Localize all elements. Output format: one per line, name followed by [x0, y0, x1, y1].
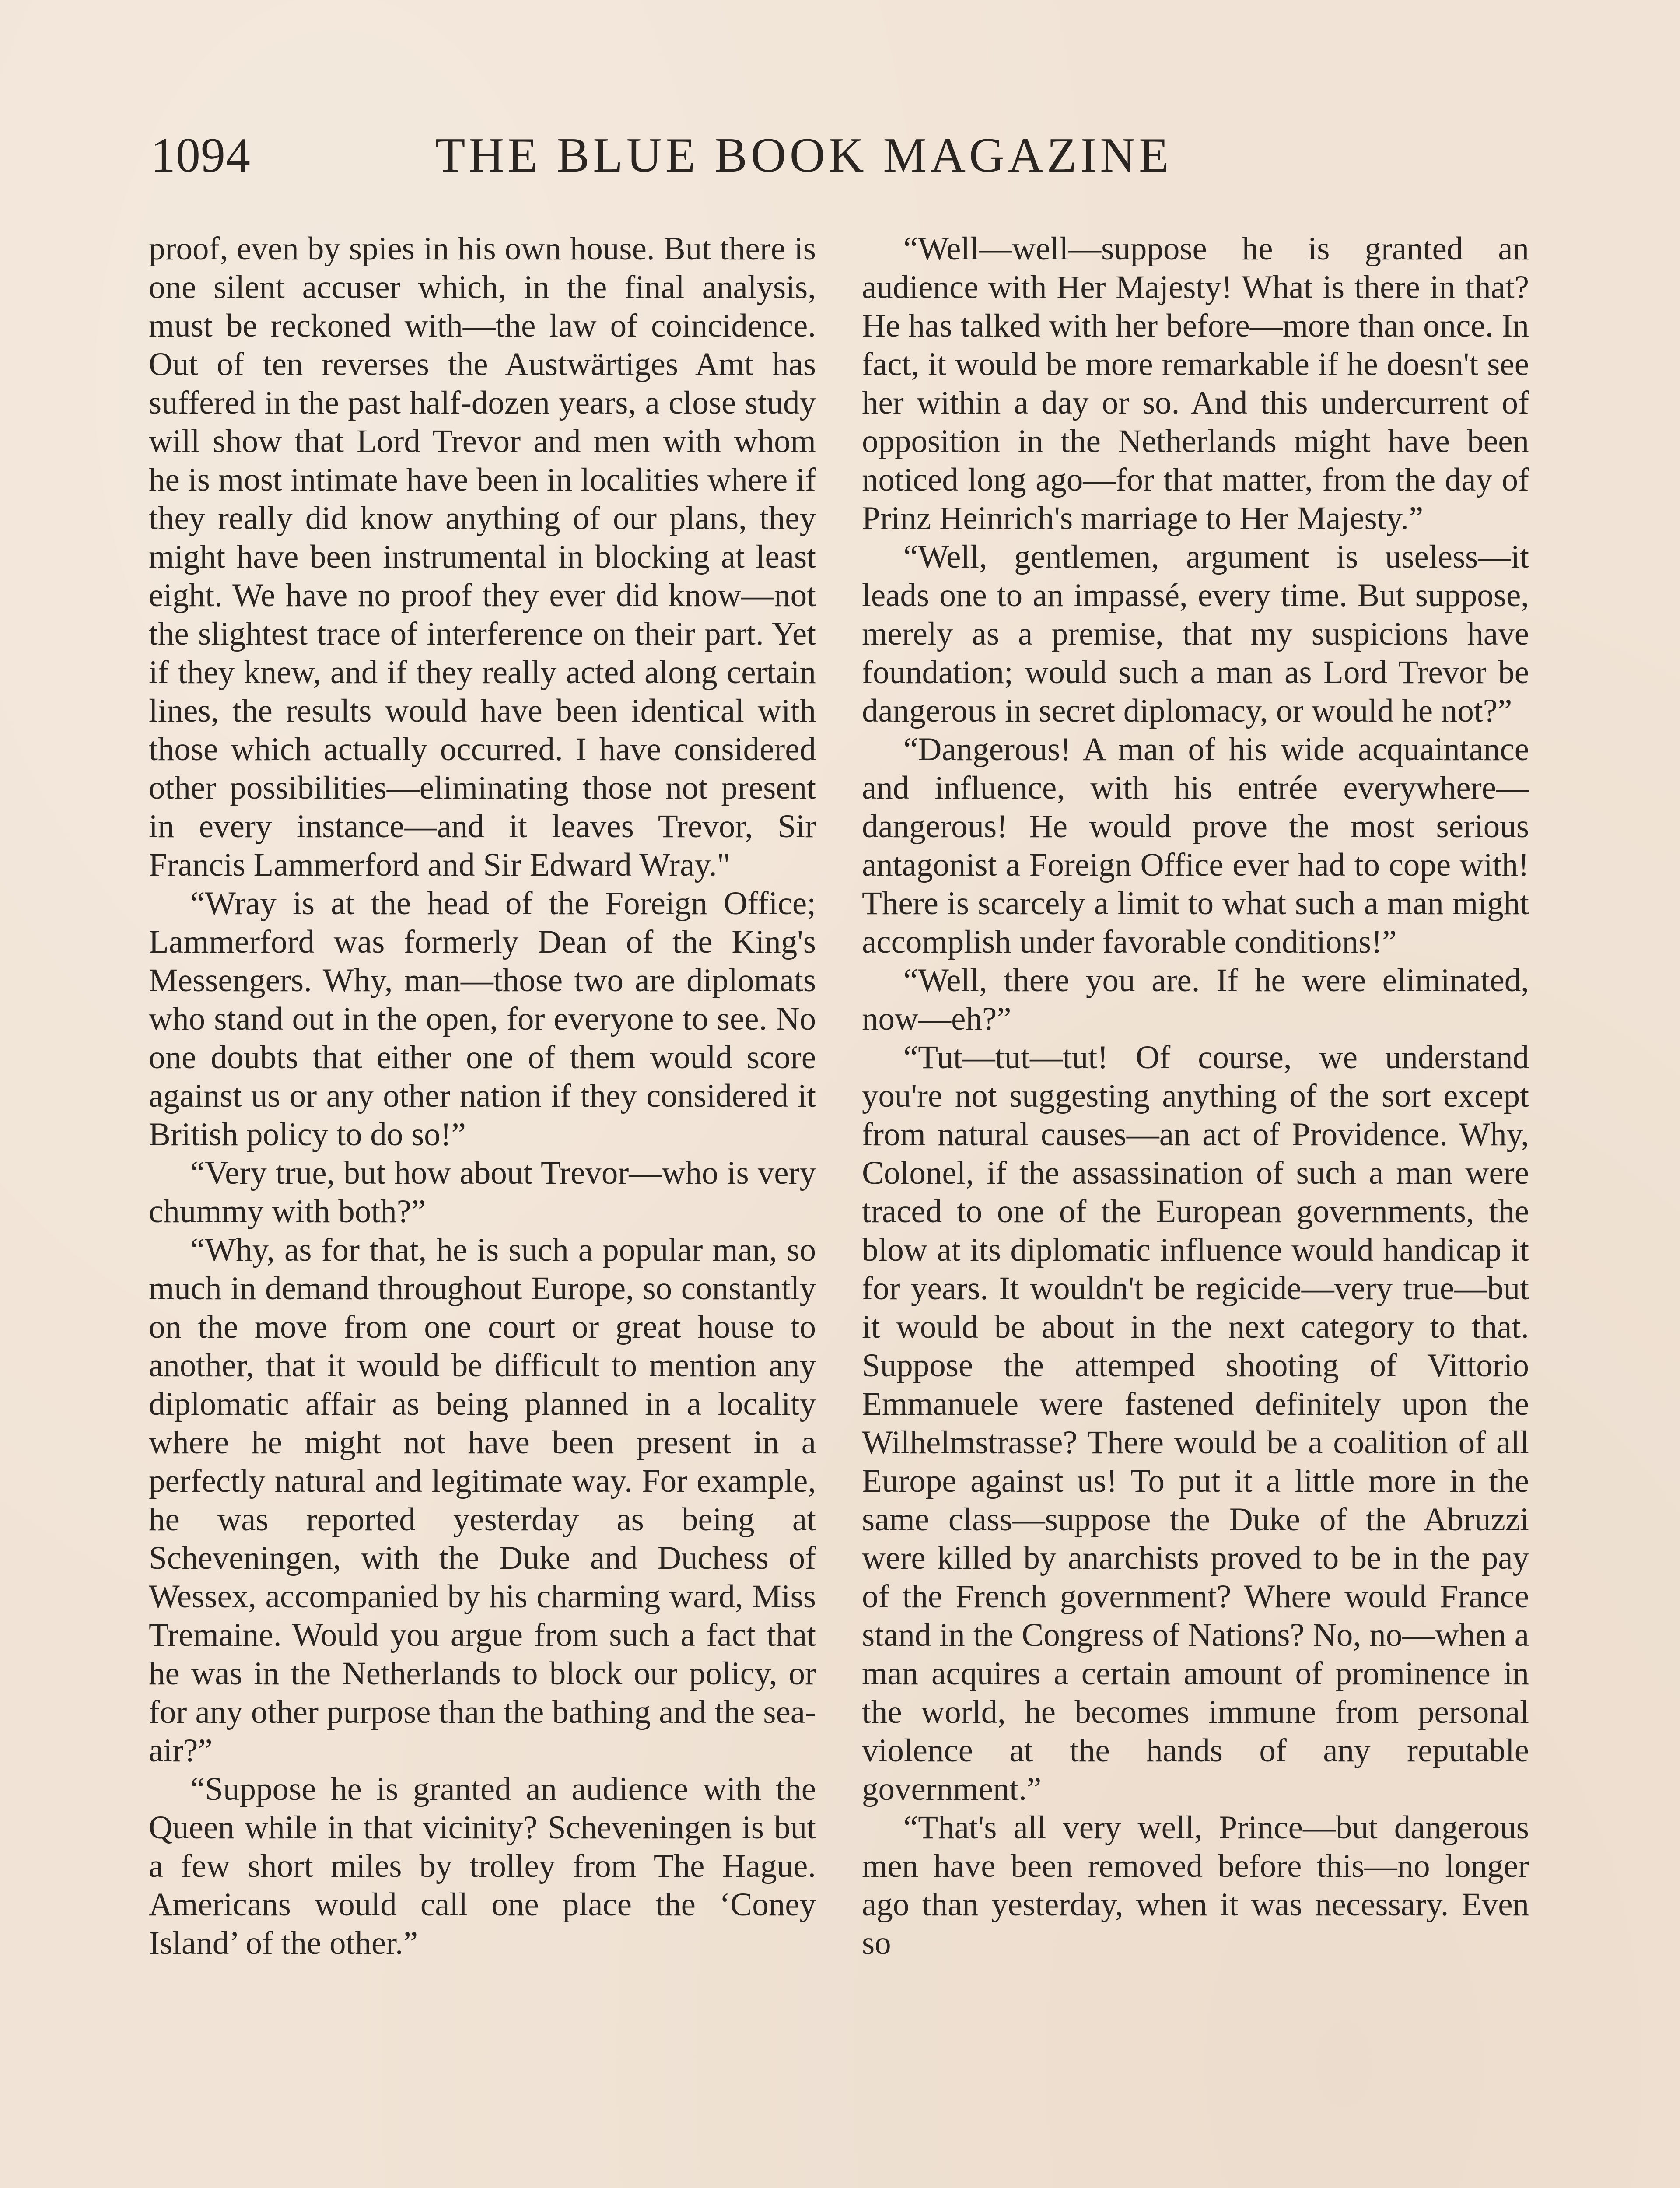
paragraph: “Suppose he is granted an audience with the Queen while in that vicinity? Scheveningen is but a few short miles by trolley from The Hague. Americans would call one place the ‘Coney Island’ of the other.”: [149, 1771, 816, 1961]
magazine-title: THE BLUE BOOK MAGAZINE: [435, 128, 1172, 182]
paragraph: “Well—well—suppose he is granted an audience with Her Majesty! What is there in that? He has talked with her before—more than once. In fact, it would be more remarkable if he doesn't see her within a day or so. And this undercurrent of opposition in the Netherlands might have been noticed long ago—for that matter, from the day of Prinz Heinrich's marriage to Her Majesty.”: [862, 231, 1529, 536]
paragraph: “Tut—tut—tut! Of course, we understand you're not suggesting anything of the sort except from natural causes—an act of Providence. Why, Colonel, if the assassination of such a man were traced to one of the European governments, the blow at its diplomatic influence would handicap it for years. It wouldn't be regicide—very true—but it would be about in the next category to that. Suppose the attemped shooting of Vittorio Emmanuele were fastened definitely upon the Wilhelmstrasse? There would be a coalition of all Europe against us! To put it a little more in the same class—suppose the Duke of the Abruzzi were killed by anarchists proved to be in the pay of the French government? Where would France stand in the Congress of Nations? No, no—when a man acquires a certain amount of prominence in the world, he becomes immune from personal violence at the hands of any reputable government.”: [862, 1039, 1529, 1807]
page-header: [151, 127, 1533, 193]
paragraph: “Well, gentlemen, argument is useless—it leads one to an impassé, every time. But suppose, merely as a premise, that my suspicions have foundation; would such a man as Lord Trevor be dangerous in secret diplomacy, or would he not?”: [862, 539, 1529, 729]
paragraph: “Why, as for that, he is such a popular man, so much in demand throughout Europe, so constantly on the move from one court or great house to another, that it would be difficult to mention any diplomatic affair as being planned in a locality where he might not have been present in a perfectly natural and legitimate way. For example, he was reported yesterday as being at Scheveningen, with the Duke and Duchess of Wessex, accompanied by his charming ward, Miss Tremaine. Would you argue from such a fact that he was in the Netherlands to block our policy, or for any other purpose than the bathing and the sea-air?”: [149, 1232, 816, 1769]
right-text-column: [862, 230, 1529, 1963]
paragraph: proof, even by spies in his own house. But there is one silent accuser which, in the final analysis, must be reckoned with—the law of coincidence. Out of ten reverses the Austwärtiges Amt has suffered in the past half-dozen years, a close study will show that Lord Trevor and men with whom he is most intimate have been in localities where if they really did know anything of our plans, they might have been instrumental in blocking at least eight. We have no proof they ever did know—not the slightest trace of interference on their part. Yet if they knew, and if they really acted along certain lines, the results would have been identical with those which actually occurred. I have considered other possibilities—eliminating those not present in every instance—and it leaves Trevor, Sir Francis Lammerford and Sir Edward Wray.": [149, 231, 816, 883]
paragraph: “Wray is at the head of the Foreign Office; Lammerford was formerly Dean of the King's Messengers. Why, man—those two are diplomats who stand out in the open, for everyone to see. No one doubts that either one of them would score against us or any other nation if they considered it British policy to do so!”: [149, 885, 816, 1153]
paragraph: “Dangerous! A man of his wide acquaintance and influence, with his entrée everywhere—dangerous! He would prove the most serious antagonist a Foreign Office ever had to cope with! There is scarcely a limit to what such a man might accomplish under favorable conditions!”: [862, 731, 1529, 960]
paragraph: “Well, there you are. If he were eliminated, now—eh?”: [862, 962, 1529, 1037]
left-text-column: [149, 230, 816, 1963]
paragraph: “Very true, but how about Trevor—who is very chummy with both?”: [149, 1155, 816, 1230]
paragraph: “That's all very well, Prince—but dangerous men have been removed before this—no longer ago than yesterday, when it was necessary. Even so: [862, 1809, 1529, 1961]
page-number: 1094: [151, 128, 251, 182]
